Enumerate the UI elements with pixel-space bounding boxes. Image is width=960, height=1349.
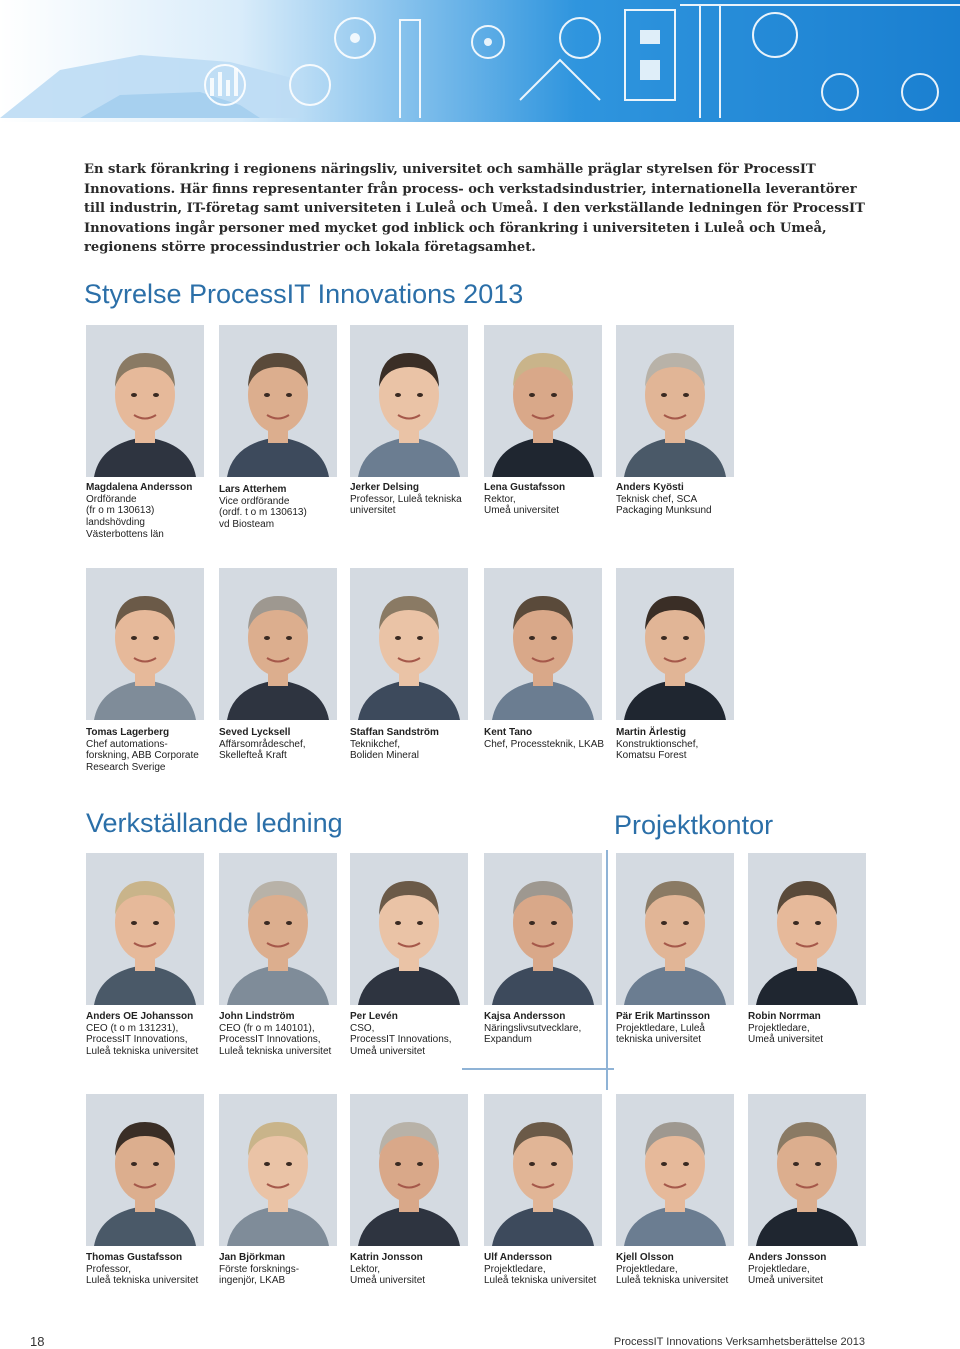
person-title-line: Teknisk chef, SCA	[616, 493, 698, 505]
person-caption-kjell-olsson	[616, 1252, 748, 1287]
person-name: Magdalena Andersson	[86, 482, 193, 493]
footer-publication-title: ProcessIT Innovations Verksamhetsberättelse 2013	[613, 1336, 865, 1348]
person-title-line: ProcessIT Innovations,	[219, 1034, 321, 1046]
person-title-line: Näringslivsutvecklare,	[484, 1022, 582, 1034]
person-title-line: Umeå universitet	[350, 1046, 426, 1058]
person-title-line: (fr o m 130613)	[86, 505, 155, 517]
person-title-line: Förste forsknings-	[219, 1263, 300, 1275]
person-title-line: Expandum	[484, 1034, 532, 1046]
person-title-line: Chef automations-	[86, 738, 168, 750]
person-name: Anders OE Johansson	[86, 1011, 194, 1022]
person-caption-ulf-andersson	[484, 1252, 616, 1287]
portrait-photo-katrin-jonsson	[350, 1094, 468, 1246]
person-title-line: Skellefteå Kraft	[219, 750, 287, 762]
portrait-photo-per-leven	[350, 853, 468, 1005]
person-name: Kajsa Andersson	[484, 1011, 566, 1022]
decorative-vertical-line	[606, 850, 608, 1090]
person-caption-per-leven	[350, 1011, 482, 1058]
person-caption-robin-norrman	[748, 1011, 880, 1046]
portrait-photo-kajsa-andersson	[484, 853, 602, 1005]
person-name: Robin Norrman	[748, 1011, 821, 1022]
person-name: Lars Atterhem	[219, 484, 287, 495]
person-title-line: Konstruktionschef,	[616, 738, 699, 750]
person-title-line: CSO,	[350, 1022, 375, 1034]
person-name: Ulf Andersson	[484, 1252, 552, 1263]
person-caption-tomas-lagerberg	[86, 727, 218, 774]
person-title-line: ingenjör, LKAB	[219, 1275, 286, 1287]
board-section-title: Styrelse ProcessIT Innovations 2013	[84, 279, 524, 309]
person-title-line: Boliden Mineral	[350, 750, 419, 762]
intro-paragraph: En stark förankring i regionens näringsliv, universitet och samhälle präglar styrelsen för ProcessIT Innovations. Här finns representanter från process- och verkstadsindustrier, internationella leverantörer till industrin, IT-företag samt universiteten i Luleå och Umeå. I den verkställande ledningen för ProcessIT Innovations ingår personer med mycket god inblick och förankring i universiteten i Luleå och Umeå, regionens större processindustrier och lokala företagsamhet.	[84, 162, 865, 255]
person-title-line: Projektledare,	[484, 1263, 546, 1275]
person-caption-magdalena-andersson	[86, 482, 218, 541]
portrait-photo-magdalena-andersson	[86, 325, 204, 477]
person-title-line: ProcessIT Innovations,	[86, 1034, 188, 1046]
portrait-photo-lars-atterhem	[219, 325, 337, 477]
person-title-line: Professor, Luleå tekniska	[350, 493, 462, 505]
portrait-photo-lena-gustafsson	[484, 325, 602, 477]
person-caption-par-erik-martinsson	[616, 1011, 748, 1046]
person-title-line: Lektor,	[350, 1263, 381, 1275]
person-title-line: ProcessIT Innovations,	[350, 1034, 452, 1046]
person-caption-martin-arlestig	[616, 727, 748, 762]
person-caption-jerker-delsing	[350, 482, 482, 517]
person-title-line: Komatsu Forest	[616, 750, 687, 762]
person-caption-katrin-jonsson	[350, 1252, 482, 1287]
person-caption-anders-jonsson	[748, 1252, 880, 1287]
person-caption-jan-bjorkman	[219, 1252, 351, 1287]
person-title-line: Projektledare, Luleå	[616, 1022, 705, 1034]
person-title-line: Luleå tekniska universitet	[219, 1046, 332, 1058]
person-caption-lena-gustafsson	[484, 482, 616, 517]
person-title-line: universitet	[350, 505, 396, 517]
person-title-line: Luleå tekniska universitet	[86, 1275, 199, 1287]
portrait-photo-tomas-lagerberg	[86, 568, 204, 720]
decorative-horizontal-line	[462, 1068, 614, 1070]
header-banner-illustration	[0, 0, 960, 122]
portrait-photo-martin-arlestig	[616, 568, 734, 720]
person-name: Kjell Olsson	[616, 1252, 674, 1263]
person-title-line: Research Sverige	[86, 762, 166, 774]
person-caption-seved-lycksell	[219, 727, 351, 762]
person-caption-thomas-gustafsson	[86, 1252, 218, 1287]
person-name: Kent Tano	[484, 727, 533, 738]
portrait-photo-staffan-sandstrom	[350, 568, 468, 720]
person-title-line: Teknikchef,	[350, 738, 401, 750]
person-title-line: Professor,	[86, 1263, 132, 1275]
person-title-line: Chef, Processteknik, LKAB	[484, 738, 605, 750]
portrait-photo-jerker-delsing	[350, 325, 468, 477]
person-title-line: forskning, ABB Corporate	[86, 750, 199, 762]
person-caption-staffan-sandstrom	[350, 727, 482, 762]
person-title-line: Umeå universitet	[350, 1275, 426, 1287]
person-title-line: Affärsområdeschef,	[219, 738, 306, 750]
portrait-photo-robin-norrman	[748, 853, 866, 1005]
person-caption-anders-oe-johansson	[86, 1011, 218, 1058]
person-title-line: Luleå tekniska universitet	[86, 1046, 199, 1058]
person-title-line: Packaging Munksund	[616, 505, 712, 517]
portrait-photo-john-lindstrom	[219, 853, 337, 1005]
person-title-line: Projektledare,	[616, 1263, 678, 1275]
person-caption-anders-kyosti	[616, 482, 748, 517]
person-name: Martin Ärlestig	[616, 727, 687, 738]
person-name: Anders Jonsson	[748, 1252, 827, 1263]
person-name: Jan Björkman	[219, 1252, 286, 1263]
portrait-photo-jan-bjorkman	[219, 1094, 337, 1246]
person-title-line: Umeå universitet	[748, 1275, 824, 1287]
portrait-photo-par-erik-martinsson	[616, 853, 734, 1005]
person-caption-kent-tano	[484, 727, 616, 750]
person-title-line: Projektledare,	[748, 1022, 810, 1034]
office-section-title: Projektkontor	[614, 810, 774, 840]
portrait-photo-anders-jonsson	[748, 1094, 866, 1246]
portrait-photo-thomas-gustafsson	[86, 1094, 204, 1246]
person-title-line: Västerbottens län	[86, 528, 164, 540]
person-caption-kajsa-andersson	[484, 1011, 616, 1046]
person-name: Anders Kyösti	[616, 482, 684, 493]
person-title-line: Umeå universitet	[748, 1034, 824, 1046]
person-name: Staffan Sandström	[350, 727, 439, 738]
portrait-photo-ulf-andersson	[484, 1094, 602, 1246]
person-name: Tomas Lagerberg	[86, 727, 170, 738]
person-name: Katrin Jonsson	[350, 1252, 423, 1263]
person-name: John Lindström	[219, 1011, 295, 1022]
person-title-line: tekniska universitet	[616, 1034, 702, 1046]
person-name: Thomas Gustafsson	[86, 1252, 183, 1263]
person-title-line: Vice ordförande	[219, 495, 290, 507]
portrait-photo-anders-oe-johansson	[86, 853, 204, 1005]
person-title-line: Ordförande	[86, 493, 137, 505]
person-name: Pär Erik Martinsson	[616, 1011, 710, 1022]
person-title-line: landshövding	[86, 517, 145, 529]
person-name: Jerker Delsing	[350, 482, 419, 493]
portrait-photo-anders-kyosti	[616, 325, 734, 477]
person-name: Per Levén	[350, 1011, 398, 1022]
portrait-photo-kjell-olsson	[616, 1094, 734, 1246]
person-title-line: CEO (fr o m 140101),	[219, 1022, 315, 1034]
person-name: Seved Lycksell	[219, 727, 291, 738]
person-caption-john-lindstrom	[219, 1011, 351, 1058]
person-title-line: Luleå tekniska universitet	[484, 1275, 597, 1287]
person-title-line: Projektledare,	[748, 1263, 810, 1275]
person-caption-lars-atterhem	[219, 484, 351, 531]
management-section-title: Verkställande ledning	[86, 808, 343, 838]
person-name: Lena Gustafsson	[484, 482, 566, 493]
page-number: 18	[30, 1334, 45, 1349]
person-title-line: Luleå tekniska universitet	[616, 1275, 729, 1287]
person-title-line: CEO (t o m 131231),	[86, 1022, 179, 1034]
portrait-photo-seved-lycksell	[219, 568, 337, 720]
person-title-line: Rektor,	[484, 493, 516, 505]
person-title-line: vd Biosteam	[219, 519, 275, 531]
portrait-photo-kent-tano	[484, 568, 602, 720]
person-title-line: Umeå universitet	[484, 505, 560, 517]
person-title-line: (ordf. t o m 130613)	[219, 507, 307, 519]
